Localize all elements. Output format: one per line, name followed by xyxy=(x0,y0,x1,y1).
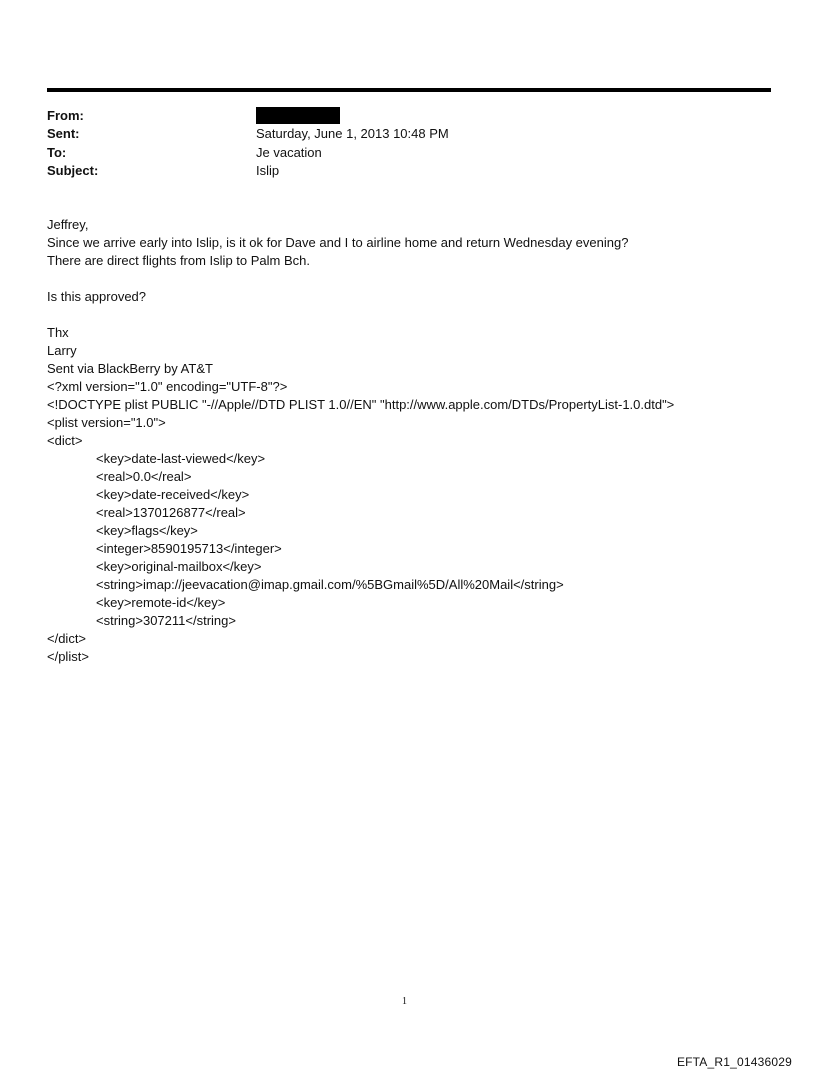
signature: Sent via BlackBerry by AT&T xyxy=(47,361,213,376)
plist-doctype: <!DOCTYPE plist PUBLIC "-//Apple//DTD PLIST 1.0//EN" "http://www.apple.com/DTDs/PropertyList-1.0.dtd"> xyxy=(47,397,675,412)
header-rule xyxy=(47,88,771,92)
dict-close: </dict> xyxy=(47,631,87,646)
email-body xyxy=(47,216,787,666)
subject-row xyxy=(47,162,747,181)
plist-close: </plist> xyxy=(47,649,89,664)
question: Is this approved? xyxy=(47,289,147,304)
sent-value: Saturday, June 1, 2013 10:48 PM xyxy=(256,126,449,142)
greeting: Jeffrey, xyxy=(47,217,89,232)
to-value: Je vacation xyxy=(256,144,322,160)
plist-entry: <key>remote-id</key> xyxy=(96,595,226,610)
from-row xyxy=(47,106,747,125)
plist-entry: <key>flags</key> xyxy=(96,523,198,538)
sent-row xyxy=(47,125,747,144)
plist-entry: <real>0.0</real> xyxy=(96,469,192,484)
plist-entry: <string>imap://jeevacation@imap.gmail.com/%5BGmail%5D/All%20Mail</string> xyxy=(96,577,564,592)
from-label: From: xyxy=(47,107,84,123)
email-header xyxy=(47,106,747,180)
plist-entry: <key>date-received</key> xyxy=(96,487,250,502)
body-line-2: There are direct flights from Islip to Palm Bch. xyxy=(47,253,310,268)
plist-xml-decl: <?xml version="1.0" encoding="UTF-8"?> xyxy=(47,379,288,394)
to-label: To: xyxy=(47,144,67,160)
plist-entry: <key>original-mailbox</key> xyxy=(96,559,262,574)
subject-label: Subject: xyxy=(47,163,99,179)
plist-open: <plist version="1.0"> xyxy=(47,415,166,430)
plist-entry: <string>307211</string> xyxy=(96,613,236,628)
sender-name: Larry xyxy=(47,343,77,358)
sent-label: Sent: xyxy=(47,126,80,142)
redaction-box xyxy=(256,107,340,124)
plist-entry: <integer>8590195713</integer> xyxy=(96,541,282,556)
plist-entry: <real>1370126877</real> xyxy=(96,505,246,520)
dict-open: <dict> xyxy=(47,433,83,448)
document-id: EFTA_R1_01436029 xyxy=(676,1055,792,1069)
thanks: Thx xyxy=(47,325,69,340)
plist-entry: <key>date-last-viewed</key> xyxy=(96,451,266,466)
subject-value: Islip xyxy=(256,163,280,179)
to-row xyxy=(47,143,747,162)
blank-line xyxy=(47,270,787,288)
body-line-1: Since we arrive early into Islip, is it ok for Dave and I to airline home and return Wednesday evening? xyxy=(47,235,629,250)
from-value-redacted xyxy=(256,107,340,124)
blank-line xyxy=(47,306,787,324)
page-number: 1 xyxy=(402,996,407,1007)
